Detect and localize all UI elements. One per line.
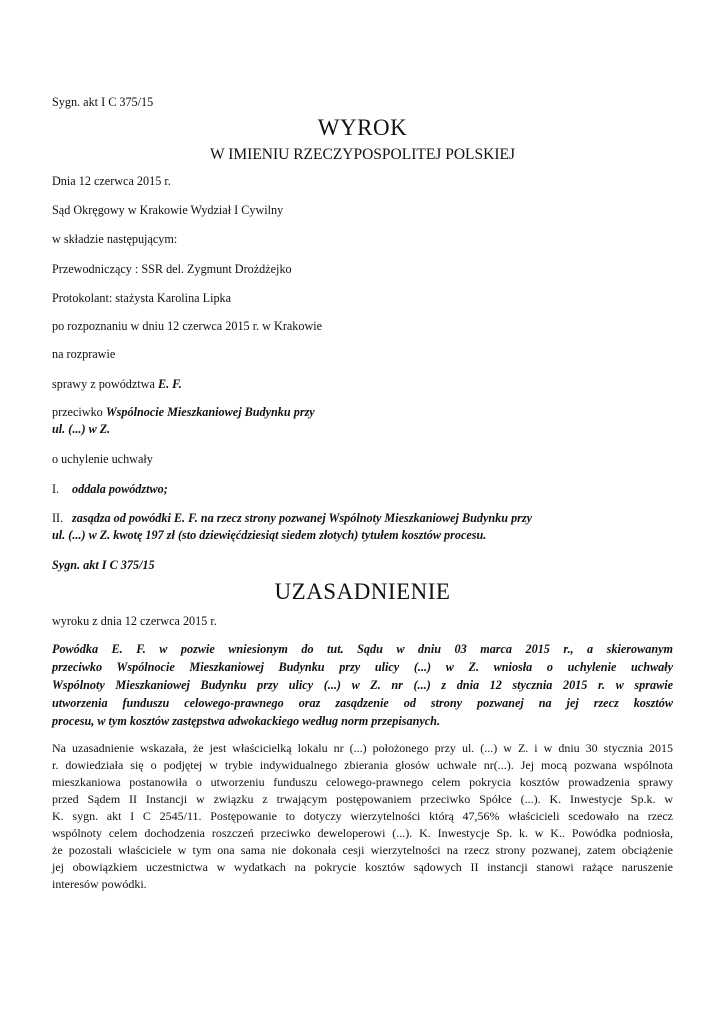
ruling-text: oddala powództwo; [72,482,168,496]
ruling-text: zasądza od powódki E. F. na rzecz strony pozwanej Wspólnoty Mieszkaniowej Budynku przy [72,511,533,525]
defendant-prefix: przeciwko [52,405,106,419]
judgment-date: Dnia 12 czerwca 2015 r. [52,174,171,188]
paragraph-line: r. dowiedziała się o podjętej w trybie indywidualnego zbierania głosów uchwale nr(...). Jej mocą pozwana wspólnota [52,758,673,772]
paragraph-line: Powódka E. F. w pozwie wniesionym do tut. Sądu w dniu 03 marca 2015 r., a skierowanym [52,642,673,656]
clerk-line: Protokolant: stażysta Karolina Lipka [52,291,232,305]
paragraph-line: wspólnoty celem dochodzenia roszczeń przeciwko deweloperowi (...). K. Inwestycje Sp. k. w K.. Powódka podniosła, [52,826,673,840]
paragraph-line: przeciwko Wspólnocie Mieszkaniowej Budynku przy ulicy (...) w Z. wniosła o uchylenie uchwały [52,660,673,674]
plaintiff-prefix: sprawy z powództwa [52,377,158,391]
defendant-name-line1: Wspólnocie Mieszkaniowej Budynku przy [105,405,315,419]
paragraph-line: mieszkaniowa postanowiła o utworzeniu funduszu celowego-prawnego celem pokrycia kosztów prowadzenia sprawy [52,775,673,789]
justification-title: UZASADNIENIE [274,579,451,604]
ruling-text-continued: ul. (...) w Z. kwotę 197 zł (sto dziewięćdziesiąt siedem złotych) tytułem kosztów procesu. [52,528,487,542]
paragraph-line: że pozostali właściciele w tym ona sama nie dokonała cesji wierzytelności na rzecz strony pozwanej, zatem obciążenie [52,843,673,857]
defendant-name-line2: ul. (...) w Z. [52,422,111,436]
judgment-title: WYROK [317,115,408,140]
composition-label: w składzie następującym: [52,232,178,246]
paragraph-line: Na uzasadnienie wskazała, że jest właścicielką lokalu nr (...) położonego przy ul. (...) w Z. i w dniu 30 stycznia 2015 [52,741,673,755]
session-line: na rozprawie [52,347,116,361]
paragraph-line: przed Sądem II Instancji w związku z trwającym postępowaniem przeciwko Spółce (...). K. Inwestycje Sp.k. w [52,792,673,806]
paragraph-line: K. sygn. akt I C 2545/11. Postępowanie to dotyczy wierzytelności którą 47,56% właścicieli scedowało na rzecz [52,809,673,823]
case-reference: Sygn. akt I C 375/15 [52,95,154,109]
justification-date: wyroku z dnia 12 czerwca 2015 r. [52,614,217,628]
paragraph-line: interesów powódki. [52,877,147,891]
judgment-subtitle: W IMIENIU RZECZYPOSPOLITEJ POLSKIEJ [210,146,515,163]
court-name: Sąd Okręgowy w Krakowie Wydział I Cywilny [52,203,284,217]
ruling-point-2 [52,510,532,526]
plaintiff-line [52,376,182,392]
defendant-line [52,404,315,420]
case-reference-bold: Sygn. akt I C 375/15 [52,558,155,572]
plaintiff-name: E. F. [157,377,182,391]
paragraph-line: Wspólnoty Mieszkaniowej Budynku przy ulicy (...) w Z. nr (...) z dnia 12 stycznia 2015 r. w sprawie [52,678,673,692]
paragraph-line: utworzenia funduszu celowego-prawnego oraz zasądzenie od strony pozwanej na jej rzecz kosztów [52,696,673,710]
paragraph-line: jej obowiązkiem uczestnictwa w wydatkach na pokrycie kosztów sądowych II instancji stanowi rażące naruszenie [52,860,673,874]
ruling-number: I. [52,482,60,496]
ruling-number: II. [52,511,64,525]
ruling-point-1 [52,481,168,497]
subject-line: o uchylenie uchwały [52,452,153,466]
hearing-line: po rozpoznaniu w dniu 12 czerwca 2015 r. w Krakowie [52,319,323,333]
chairman-line: Przewodniczący : SSR del. Zygmunt Drożdżejko [52,262,292,276]
paragraph-line: procesu, w tym kosztów zastępstwa adwokackiego według norm przepisanych. [52,714,440,728]
